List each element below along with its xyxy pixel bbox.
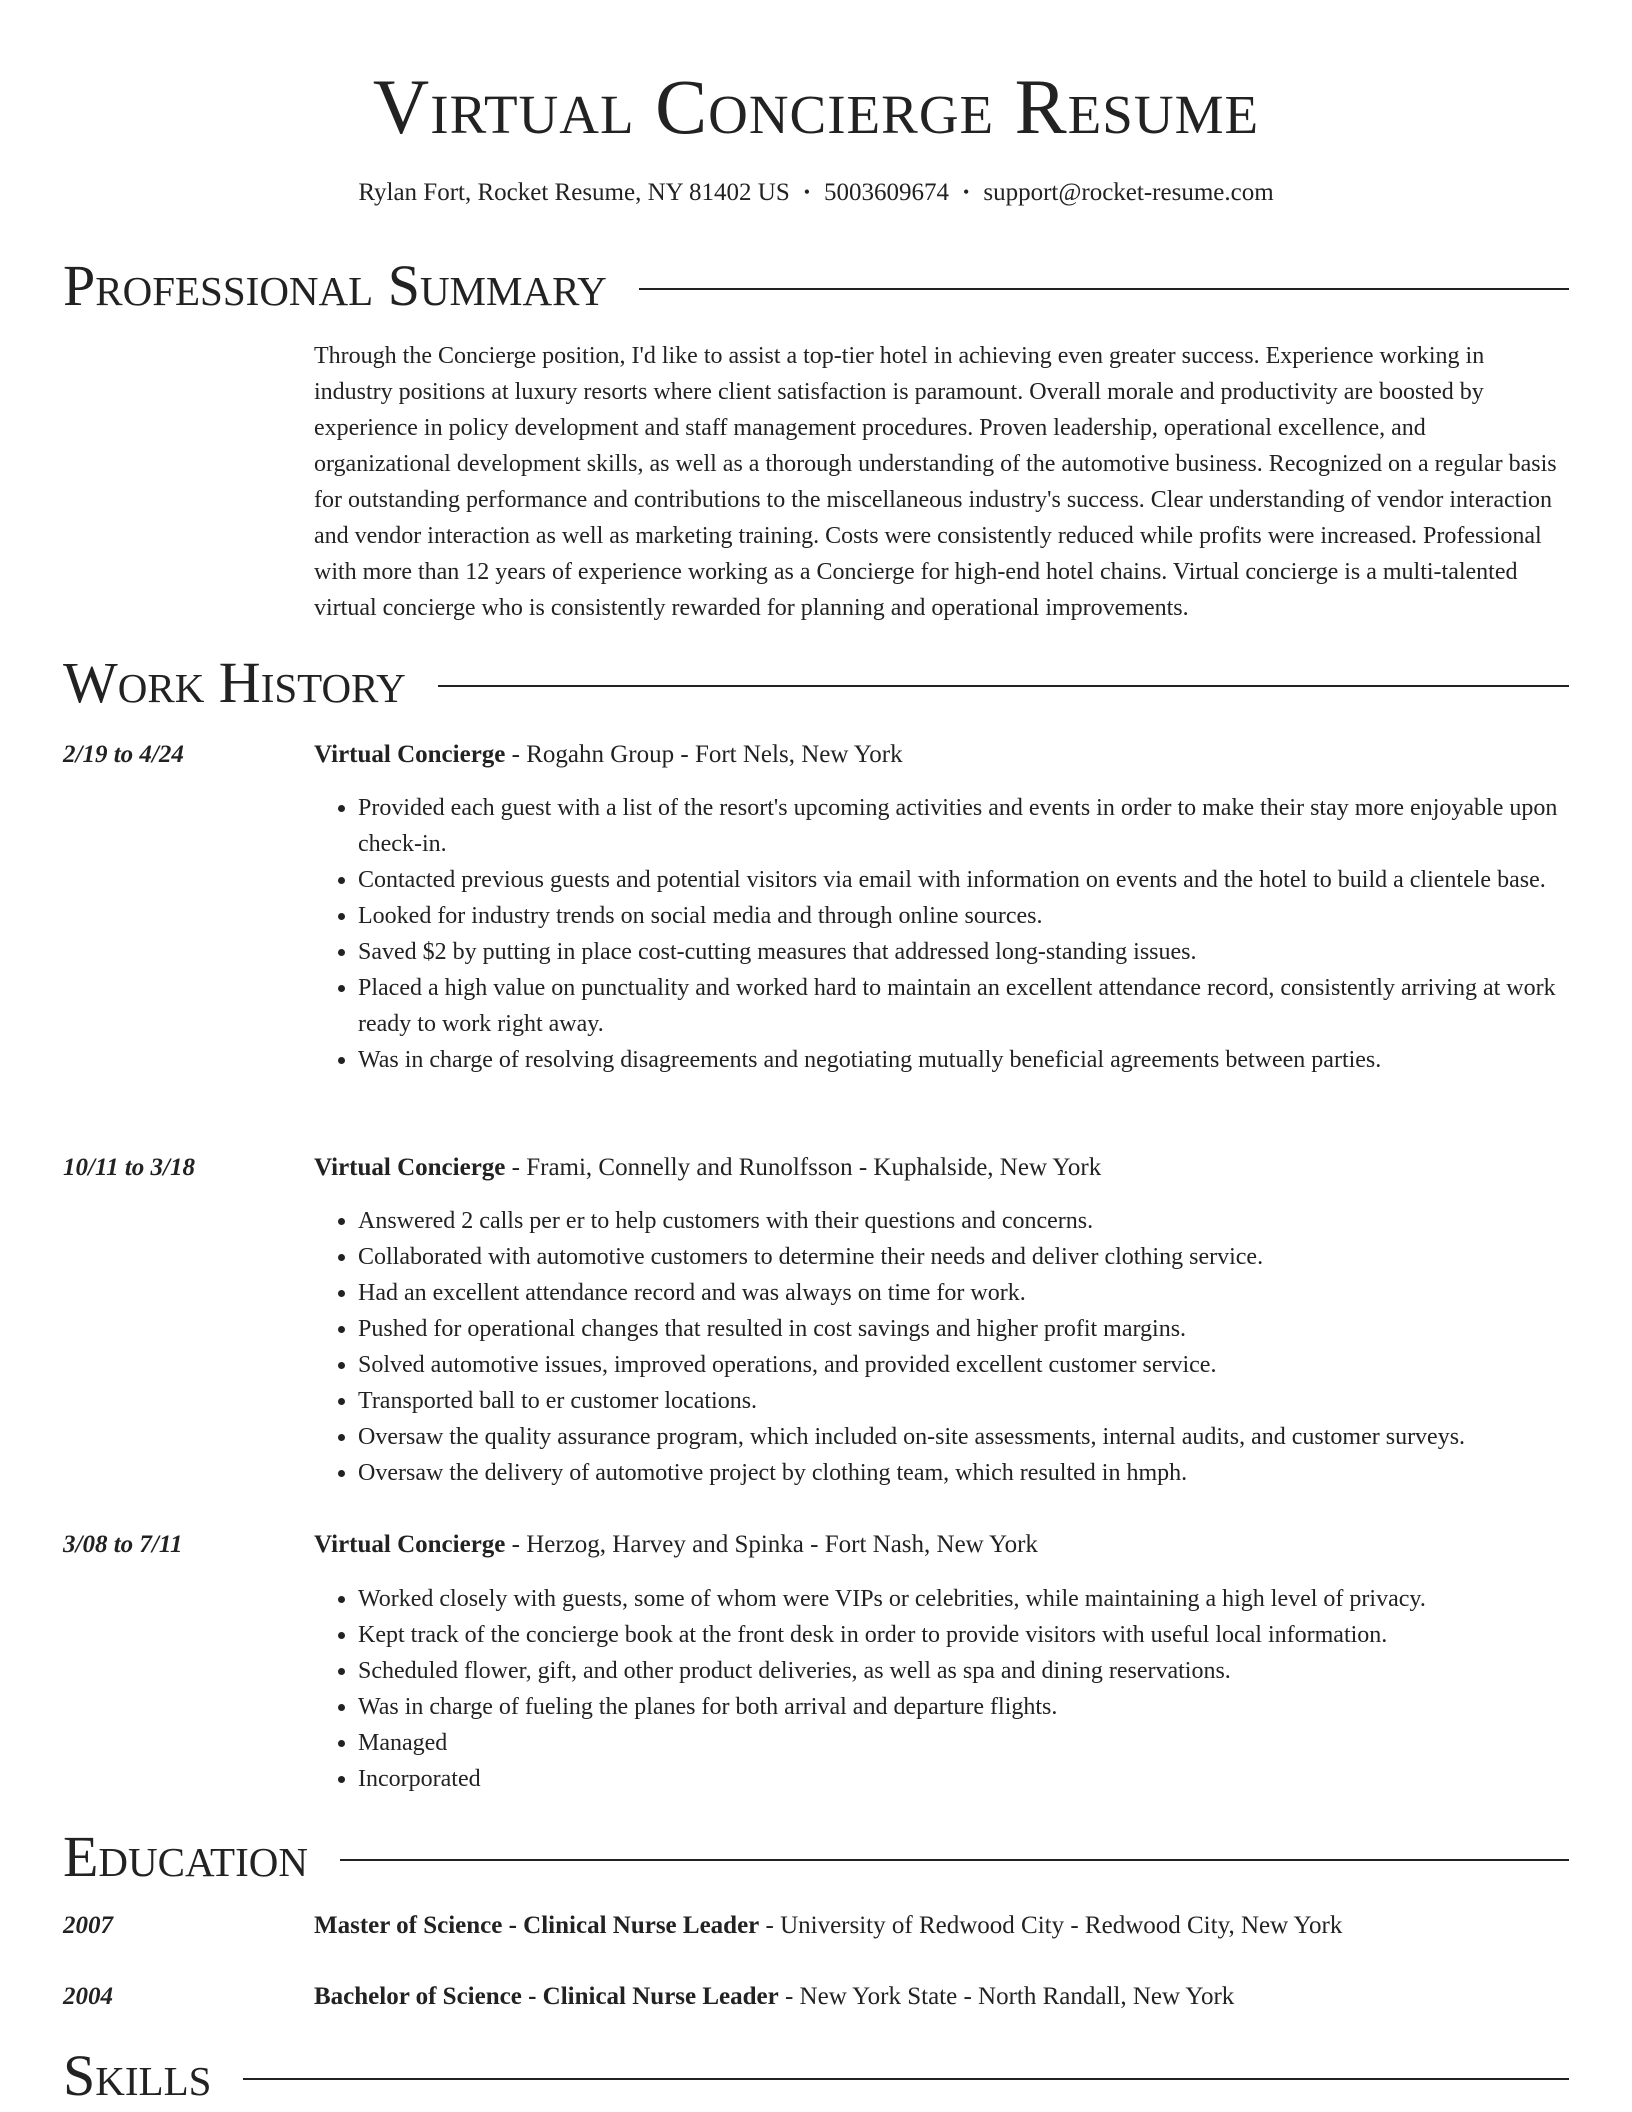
education-year: 2004 bbox=[63, 1983, 113, 2010]
job-dates: 2/19 to 4/24 bbox=[63, 741, 184, 768]
job-bullet: • Pushed for operational changes that resulted in cost savings and higher profit margins. bbox=[358, 1311, 1568, 1347]
section-divider bbox=[340, 1859, 1569, 1861]
contact-line bbox=[0, 174, 1632, 211]
job-bullet: • Answered 2 calls per er to help customers with their questions and concerns. bbox=[358, 1203, 1568, 1239]
job-bullet: • Contacted previous guests and potential visitors via email with information on events and the hotel to build a clientele base. bbox=[358, 862, 1568, 898]
job-employer: - Rogahn Group - Fort Nels, New York bbox=[505, 741, 903, 768]
education-school: - University of Redwood City - Redwood City, New York bbox=[759, 1912, 1343, 1939]
job-bullet-list bbox=[314, 1203, 1568, 1491]
contact-separator: • bbox=[963, 182, 970, 202]
section-divider bbox=[243, 2078, 1569, 2080]
contact-address: Rylan Fort, Rocket Resume, NY 81402 US bbox=[358, 179, 790, 206]
job-bullet: • Provided each guest with a list of the resort's upcoming activities and events in order to make their stay more enjoyable upon check-in. bbox=[358, 790, 1568, 862]
job-bullet-list bbox=[314, 1581, 1568, 1797]
job-bullet: • Managed bbox=[358, 1725, 1568, 1761]
section-divider bbox=[639, 288, 1569, 290]
job-title: Virtual Concierge bbox=[314, 741, 506, 768]
skills-section-header bbox=[63, 2044, 1569, 2108]
job-bullet: • Oversaw the delivery of automotive project by clothing team, which resulted in hmph. bbox=[358, 1455, 1568, 1491]
job-bullet: • Had an excellent attendance record and was always on time for work. bbox=[358, 1275, 1568, 1311]
education-entry bbox=[314, 1979, 1568, 2015]
job-employer: - Herzog, Harvey and Spinka - Fort Nash, New York bbox=[505, 1531, 1038, 1558]
job-bullet: • Collaborated with automotive customers to determine their needs and deliver clothing service. bbox=[358, 1239, 1568, 1275]
job-employer: - Frami, Connelly and Runolfsson - Kuphalside, New York bbox=[505, 1154, 1102, 1181]
job-bullet: • Oversaw the quality assurance program, which included on-site assessments, internal audits, and customer surveys. bbox=[358, 1419, 1568, 1455]
job-title: Virtual Concierge bbox=[314, 1154, 506, 1181]
job-bullet: • Was in charge of resolving disagreements and negotiating mutually beneficial agreements between parties. bbox=[358, 1042, 1568, 1078]
education-entry bbox=[314, 1908, 1568, 1944]
skills-heading: Skills bbox=[63, 2043, 212, 2108]
education-heading: Education bbox=[63, 1824, 308, 1889]
job-header bbox=[314, 737, 1568, 773]
job-dates: 3/08 to 7/11 bbox=[63, 1531, 183, 1558]
summary-heading: Professional Summary bbox=[63, 253, 607, 318]
job-header bbox=[314, 1527, 1568, 1563]
job-dates: 10/11 to 3/18 bbox=[63, 1154, 195, 1181]
summary-section-header bbox=[63, 254, 1569, 318]
job-bullet: • Placed a high value on punctuality and worked hard to maintain an excellent attendance record, consistently arriving at work ready to work right away. bbox=[358, 970, 1568, 1042]
job-bullet: • Incorporated bbox=[358, 1761, 1568, 1797]
job-bullet: • Transported ball to er customer locations. bbox=[358, 1383, 1568, 1419]
resume-title: Virtual Concierge Resume bbox=[372, 63, 1260, 150]
job-bullet: • Kept track of the concierge book at the front desk in order to provide visitors with useful local information. bbox=[358, 1617, 1568, 1653]
work-section-header bbox=[63, 651, 1569, 715]
job-bullet: • Was in charge of fueling the planes for both arrival and departure flights. bbox=[358, 1689, 1568, 1725]
summary-text: Through the Concierge position, I'd like to assist a top-tier hotel in achieving even greater success. Experience working in industry positions at luxury resorts where client satisfaction is paramount. Overall morale and productivity are boosted by experience in policy development and staff management procedures. Proven leadership, operational excellence, and organizational development skills, as well as a thorough understanding of the automotive business. Recognized on a regular basis for outstanding performance and contributions to the miscellaneous industry's success. Clear understanding of vendor interaction and vendor interaction as well as marketing training. Costs were consistently reduced while profits were increased. Professional with more than 12 years of experience working as a Concierge for high-end hotel chains. Virtual concierge is a multi-talented virtual concierge who is consistently rewarded for planning and operational improvements. bbox=[314, 343, 1557, 621]
job-bullet: • Worked closely with guests, some of whom were VIPs or celebrities, while maintaining a high level of privacy. bbox=[358, 1581, 1568, 1617]
job-title: Virtual Concierge bbox=[314, 1531, 506, 1558]
contact-separator: • bbox=[803, 182, 811, 202]
job-bullet-list bbox=[314, 790, 1568, 1078]
work-heading: Work History bbox=[63, 650, 406, 715]
job-header bbox=[314, 1150, 1568, 1186]
contact-email: support@rocket-resume.com bbox=[983, 179, 1274, 206]
education-degree: Master of Science - Clinical Nurse Leader bbox=[314, 1912, 760, 1939]
job-bullet: • Looked for industry trends on social media and through online sources. bbox=[358, 898, 1568, 934]
job-bullet: • Saved $2 by putting in place cost-cutting measures that addressed long-standing issues. bbox=[358, 934, 1568, 970]
education-year: 2007 bbox=[63, 1912, 113, 1939]
section-divider bbox=[438, 685, 1569, 687]
contact-phone: 5003609674 bbox=[824, 179, 950, 206]
education-school: - New York State - North Randall, New York bbox=[778, 1983, 1235, 2010]
job-bullet: • Solved automotive issues, improved operations, and provided excellent customer service. bbox=[358, 1347, 1568, 1383]
education-section-header bbox=[63, 1825, 1569, 1889]
education-degree: Bachelor of Science - Clinical Nurse Leader bbox=[314, 1983, 779, 2010]
job-bullet: • Scheduled flower, gift, and other product deliveries, as well as spa and dining reservations. bbox=[358, 1653, 1568, 1689]
